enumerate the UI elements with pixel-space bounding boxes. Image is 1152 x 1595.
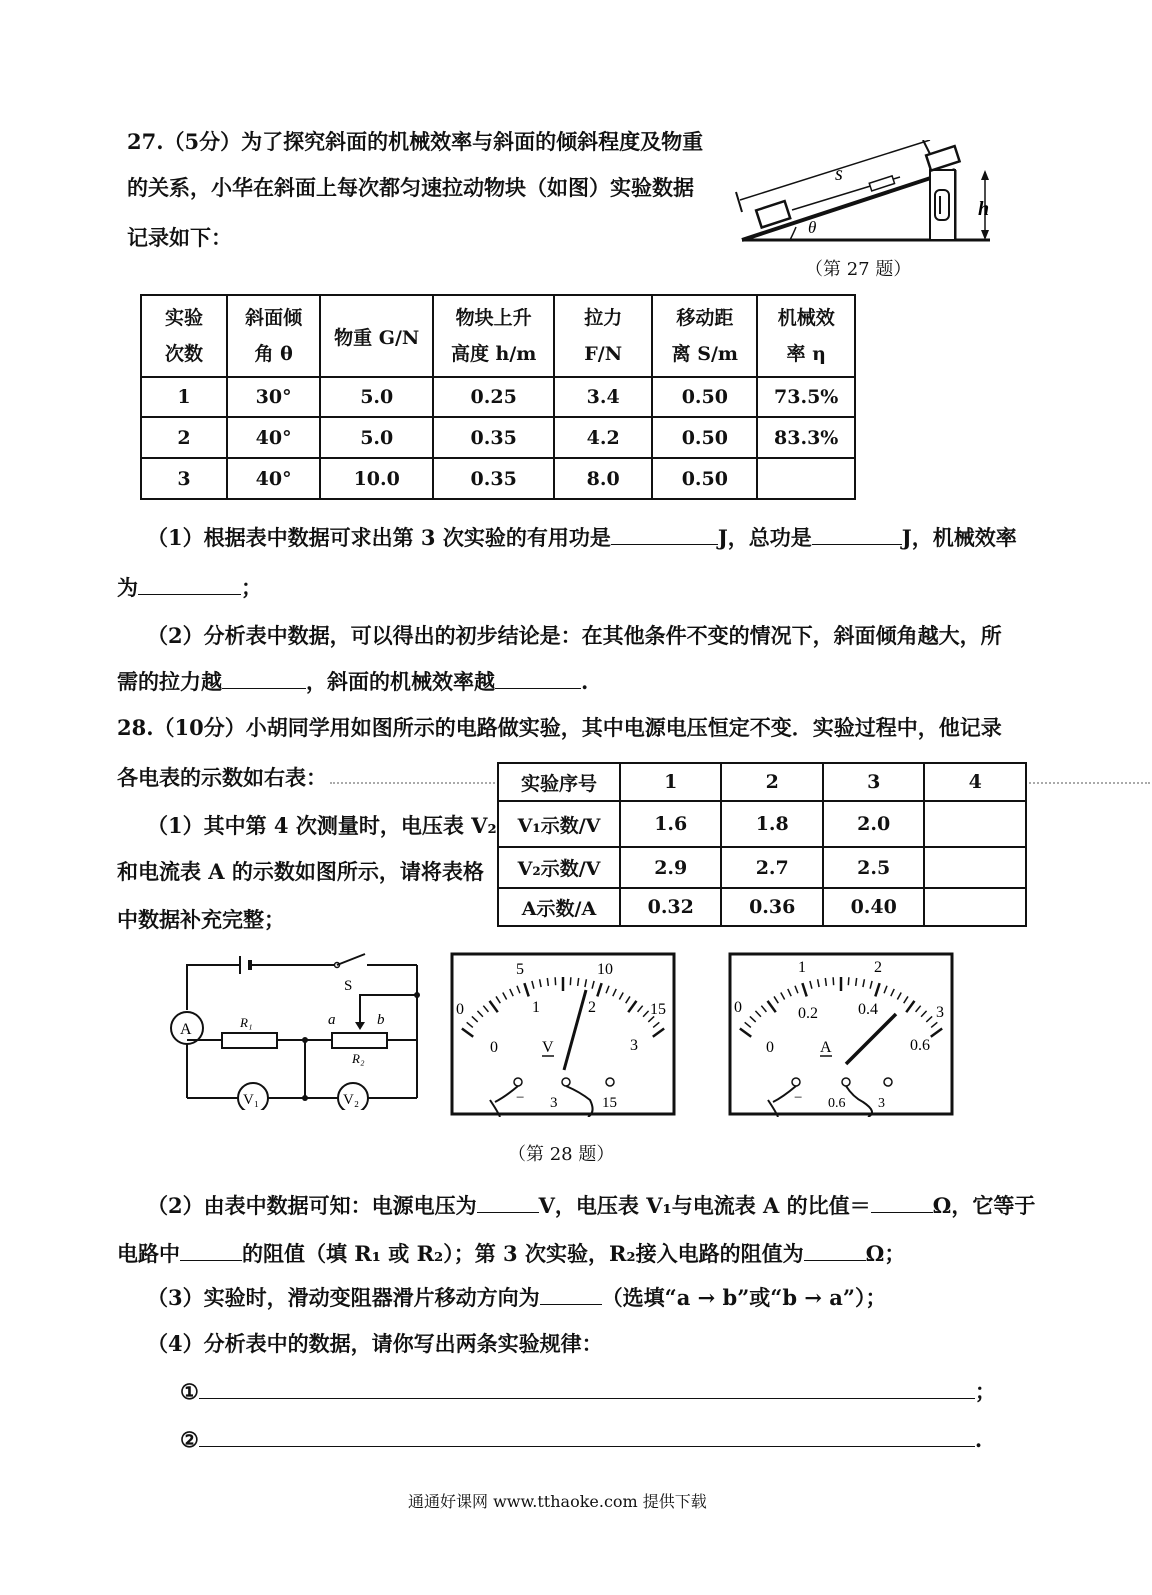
- q28-sub3: （3）实验时，滑动变阻器滑片移动方向为 （选填“a → b”或“b → a”）；: [147, 1282, 886, 1314]
- table-row: [498, 888, 1026, 926]
- table-cell: 5.0: [320, 417, 433, 458]
- unit-label: V: [542, 1039, 554, 1056]
- table-cell: 0.50: [652, 377, 757, 417]
- q28-sub4: （4）分析表中的数据，请你写出两条实验规律：: [147, 1331, 603, 1356]
- incline-figure: [730, 140, 1020, 250]
- table-cell: 2: [141, 417, 227, 458]
- terminal-icon: [562, 1078, 570, 1086]
- q28-sub2-cont: 电路中 的阻值（填 R₁ 或 R₂）；第 3 次实验，R₂接入电路的阻值为 Ω；: [117, 1238, 905, 1270]
- table-cell: 2: [721, 763, 822, 801]
- q27-sub1-cont: 为 ；: [117, 572, 262, 604]
- q28-sub2: （2）由表中数据可知：电源电压为 V，电压表 V₁与电流表 A 的比值＝ Ω，它等于: [147, 1190, 1035, 1222]
- answer-blank[interactable]: [812, 522, 902, 545]
- table-row: [498, 801, 1026, 847]
- table-cell: 4.2: [554, 417, 652, 458]
- table-cell: [757, 458, 855, 499]
- rule-2: ② .: [180, 1424, 982, 1456]
- terminal-label: 0.6: [828, 1096, 846, 1111]
- dial-tick: [856, 978, 857, 986]
- table-cell: 0.50: [652, 458, 757, 499]
- footer: 通通好课网 www.tthaoke.com 提供下载: [408, 1492, 707, 1511]
- table-cell: 83.3%: [757, 417, 855, 458]
- answer-blank[interactable]: [804, 1238, 866, 1261]
- resistor-r1: [222, 1033, 277, 1048]
- terminal-icon: [514, 1078, 522, 1086]
- table-row: [498, 847, 1026, 888]
- answer-blank[interactable]: [222, 666, 306, 689]
- q27-sub2-cont: 需的拉力越 ，斜面的机械效率越 .: [117, 666, 588, 698]
- q27-table: [140, 294, 856, 500]
- table-cell: 40°: [227, 417, 320, 458]
- r2-label: R₂: [352, 1051, 365, 1066]
- answer-blank[interactable]: [180, 1238, 242, 1261]
- table-cell: 1.6: [620, 801, 721, 847]
- table-cell: 8.0: [554, 458, 652, 499]
- scale-label: 1: [798, 959, 806, 976]
- scale-label: 0.4: [858, 1001, 878, 1018]
- header-cell: 拉力 F/N: [554, 295, 652, 377]
- q27-sub1: （1）根据表中数据可求出第 3 次实验的有用功是 J，总功是 J，机械效率: [147, 522, 1017, 554]
- scale-label: 3: [630, 1037, 638, 1054]
- ammeter-label: A: [180, 1021, 192, 1038]
- answer-line[interactable]: [199, 1424, 975, 1447]
- header-cell: 移动距 离 S/m: [652, 295, 757, 377]
- table-cell: 5.0: [320, 377, 433, 417]
- v1-label: V₁: [243, 1092, 260, 1108]
- label-s: s: [835, 163, 843, 185]
- table-cell: 2.9: [620, 847, 721, 888]
- q27-line1: 27.（5分）为了探究斜面的机械效率与斜面的倾斜程度及物重: [127, 129, 704, 154]
- answer-blank[interactable]: [138, 572, 241, 595]
- terminal-icon: [842, 1078, 850, 1086]
- scale-label: 0.2: [798, 1005, 818, 1022]
- table-cell: 3: [823, 763, 924, 801]
- table-cell: 0.50: [652, 417, 757, 458]
- terminal-icon: [606, 1078, 614, 1086]
- answer-blank[interactable]: [540, 1282, 602, 1305]
- table-cell: 0.32: [620, 888, 721, 926]
- table-row: [141, 377, 855, 417]
- answer-blank[interactable]: [611, 522, 718, 545]
- q27-figure-caption: （第 27 题）: [805, 259, 912, 280]
- answer-blank[interactable]: [477, 1190, 539, 1213]
- terminal-label: −: [516, 1090, 525, 1106]
- terminal-a-label: a: [328, 1012, 336, 1028]
- q28-figure-caption: （第 28 题）: [508, 1144, 615, 1165]
- table-cell: A示数/A: [498, 888, 620, 926]
- table-cell: 3: [141, 458, 227, 499]
- dial-tick: [547, 978, 548, 986]
- terminal-label: 15: [602, 1095, 617, 1111]
- terminal-icon: [884, 1078, 892, 1086]
- header-cell: 斜面倾 角 θ: [227, 295, 320, 377]
- table-row: [498, 763, 1026, 801]
- table-cell: 2.7: [721, 847, 822, 888]
- dial-tick: [825, 978, 826, 986]
- resistor-r2: [332, 1033, 387, 1048]
- scale-label: 5: [516, 961, 524, 978]
- terminal-icon: [792, 1078, 800, 1086]
- scale-label: 2: [874, 959, 882, 976]
- terminal-label: 3: [550, 1095, 558, 1111]
- slider-icon: [360, 995, 417, 1027]
- dial-tick: [848, 977, 849, 985]
- scale-label: 0.6: [910, 1037, 930, 1054]
- table-cell: 10.0: [320, 458, 433, 499]
- terminal-label: 3: [878, 1096, 885, 1111]
- scale-label: 10: [597, 961, 613, 978]
- q28-sub1-c: 中数据补充完整；: [117, 907, 285, 932]
- table-row: [141, 458, 855, 499]
- ammeter-dial: [728, 952, 956, 1117]
- r1-label: R₁: [240, 1015, 253, 1030]
- answer-line[interactable]: [199, 1376, 975, 1399]
- dial-tick: [833, 977, 834, 985]
- q27-line3: 记录如下：: [127, 225, 232, 250]
- scale-label: 1: [532, 999, 540, 1016]
- circuit-diagram: [160, 950, 430, 1110]
- scale-label: 0: [456, 1001, 464, 1018]
- dial-tick: [570, 977, 571, 985]
- scale-label: 15: [650, 1001, 666, 1018]
- table-cell: 4: [924, 763, 1026, 801]
- table-cell: 1: [141, 377, 227, 417]
- table-cell: 1.8: [721, 801, 822, 847]
- q28-table: [497, 762, 1027, 927]
- table-cell: 0.25: [433, 377, 554, 417]
- table-cell[interactable]: [924, 801, 1026, 847]
- answer-blank[interactable]: [871, 1190, 933, 1213]
- scale-label: 0: [766, 1039, 774, 1056]
- table-cell: 0.40: [823, 888, 924, 926]
- answer-blank[interactable]: [495, 666, 581, 689]
- v2-label: V₂: [343, 1092, 360, 1108]
- scale-label: 3: [936, 1004, 944, 1021]
- q28-line2: 各电表的示数如右表：: [117, 765, 327, 790]
- q28-line1: 28.（10分）小胡同学用如图所示的电路做实验，其中电源电压恒定不变．实验过程中，他记录: [117, 715, 1002, 740]
- header-cell: 物块上升 高度 h/m: [433, 295, 554, 377]
- scale-label: 0: [490, 1039, 498, 1056]
- label-theta: θ: [808, 218, 817, 237]
- header-cell: 物重 G/N: [320, 295, 433, 377]
- dial-tick: [578, 978, 579, 986]
- table-cell: 2.5: [823, 847, 924, 888]
- header-cell: 机械效 率 η: [757, 295, 855, 377]
- table-cell: 0.35: [433, 458, 554, 499]
- table-row: [141, 417, 855, 458]
- q28-sub1-a: （1）其中第 4 次测量时，电压表 V₂: [147, 813, 497, 838]
- terminal-b-label: b: [377, 1012, 385, 1028]
- q28-sub1-b: 和电流表 A 的示数如图所示，请将表格: [117, 859, 484, 884]
- label-h: h: [978, 198, 990, 220]
- table-cell: V₂示数/V: [498, 847, 620, 888]
- rule-1: ① ；: [180, 1376, 996, 1408]
- table-cell: 3.4: [554, 377, 652, 417]
- header-cell: 实验 次数: [141, 295, 227, 377]
- switch-label: S: [344, 978, 353, 994]
- unit-label: A: [820, 1039, 832, 1056]
- q27-line2: 的关系，小华在斜面上每次都匀速拉动物块（如图）实验数据: [127, 175, 694, 200]
- table-cell: 40°: [227, 458, 320, 499]
- table-cell: 73.5%: [757, 377, 855, 417]
- scale-label: 0: [734, 999, 742, 1016]
- table-cell: 30°: [227, 377, 320, 417]
- table-cell[interactable]: [924, 847, 1026, 888]
- scale-label: 2: [588, 999, 596, 1016]
- table-cell: 实验序号: [498, 763, 620, 801]
- table-cell: 2.0: [823, 801, 924, 847]
- table-cell: V₁示数/V: [498, 801, 620, 847]
- voltmeter-dial: [450, 952, 678, 1117]
- terminal-label: −: [794, 1090, 803, 1106]
- table-cell: 0.36: [721, 888, 822, 926]
- switch-icon: [337, 954, 365, 965]
- table-cell[interactable]: [924, 888, 1026, 926]
- table-cell: 1: [620, 763, 721, 801]
- dial-tick: [555, 977, 556, 985]
- table-cell: 0.35: [433, 417, 554, 458]
- q27-sub2: （2）分析表中数据，可以得出的初步结论是：在其他条件不变的情况下，斜面倾角越大，所: [147, 623, 1002, 648]
